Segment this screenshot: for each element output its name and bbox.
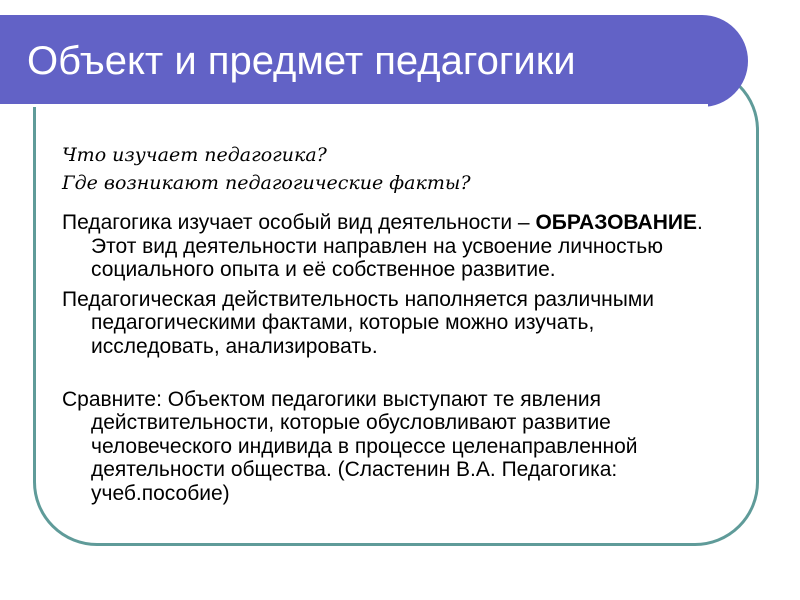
paragraph-1-line-1 [62, 211, 752, 235]
paragraph-1-line-3: социального опыта и её собственное развитие. [91, 258, 556, 282]
paragraph-2-line-1: Педагогическая действительность наполняется различными [62, 287, 655, 311]
paragraph-1-line-2: Этот вид деятельности направлен на усвоение личностью [91, 234, 663, 258]
paragraph-3-line-1: Сравните: Объектом педагогики выступают те явления [62, 387, 601, 411]
question-1: Что изучает педагогика? [62, 144, 327, 166]
paragraph-education [62, 211, 752, 282]
question-2: Где возникают педагогические факты? [62, 172, 471, 194]
title-underline [0, 104, 708, 107]
paragraph-1-text-before: Педагогика изучает особый вид деятельности – [62, 211, 536, 234]
questions-block [62, 141, 752, 197]
paragraph-3-line-2: действительности, которые обусловливают развитие [91, 411, 611, 435]
paragraph-3-line-3: человеческого индивида в процессе целенаправленной [91, 434, 638, 458]
slide-content [62, 141, 752, 506]
paragraph-2-line-2: педагогическими фактами, которые можно изучать, [91, 311, 595, 335]
paragraph-compare [62, 388, 752, 506]
education-term: ОБРАЗОВАНИЕ [535, 211, 697, 234]
paragraph-pedagogical-reality [62, 288, 752, 359]
paragraph-1-text-after: . [696, 211, 703, 234]
paragraph-2-line-3: исследовать, анализировать. [91, 334, 378, 358]
paragraph-3-line-5: учеб.пособие) [91, 481, 230, 505]
paragraph-3-line-4: деятельности общества. (Сластенин В.А. Педагогика: [91, 458, 618, 482]
slide-title: Объект и предмет педагогики [27, 39, 576, 83]
